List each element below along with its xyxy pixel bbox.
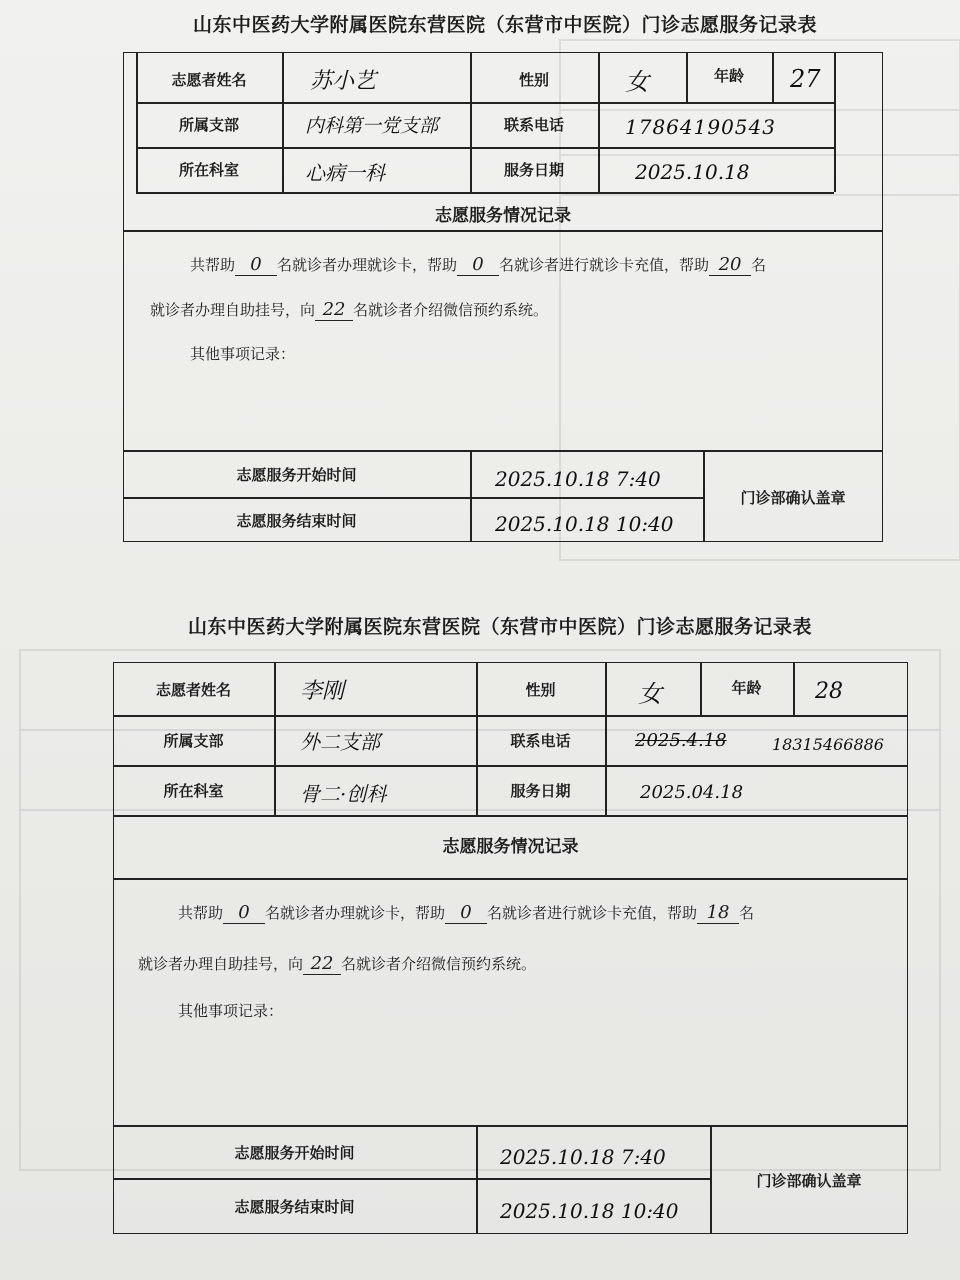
count-wechat-intro: 22 — [303, 954, 341, 975]
record-line-2: 就诊者办理自助挂号，向 22 名就诊者介绍微信预约系统。 — [138, 953, 537, 974]
value-branch: 内科第一党支部 — [305, 115, 439, 137]
value-end-time: 2025.10.18 10:40 — [495, 512, 674, 536]
value-service-date: 2025.10.18 — [635, 159, 750, 184]
label-service-date: 服务日期 — [510, 781, 571, 800]
value-gender: 女 — [638, 680, 662, 708]
label-department: 所在科室 — [163, 781, 224, 800]
value-volunteer-name: 李刚 — [300, 679, 345, 704]
label-age: 年龄 — [731, 679, 762, 697]
label-stamp: 门诊部确认盖章 — [756, 1172, 862, 1190]
label-phone: 联系电话 — [510, 731, 571, 750]
form-title: 山东中医药大学附属医院东营医院（东营市中医院）门诊志愿服务记录表 — [192, 14, 817, 36]
section-title: 志愿服务情况记录 — [435, 206, 571, 226]
label-stamp: 门诊部确认盖章 — [740, 488, 846, 507]
label-branch: 所属支部 — [178, 116, 239, 134]
record-line-1: 共帮助 0 名就诊者办理就诊卡，帮助 0 名就诊者进行就诊卡充值，帮助 20 名 — [190, 254, 767, 275]
form-title: 山东中医药大学附属医院东营医院（东营市中医院）门诊志愿服务记录表 — [187, 616, 812, 638]
label-phone: 联系电话 — [503, 116, 564, 134]
label-branch: 所属支部 — [163, 731, 224, 750]
label-end-time: 志愿服务结束时间 — [236, 511, 357, 530]
value-department: 骨二·创科 — [300, 781, 387, 806]
count-card-recharge: 0 — [445, 903, 487, 924]
count-self-register: 18 — [697, 903, 739, 924]
value-volunteer-name: 苏小艺 — [310, 68, 377, 94]
value-start-time: 2025.10.18 7:40 — [500, 1144, 666, 1169]
value-phone: 18315466886 — [772, 734, 884, 754]
label-start-time: 志愿服务开始时间 — [236, 466, 357, 484]
value-gender: 女 — [625, 67, 649, 96]
section-title: 志愿服务情况记录 — [442, 837, 579, 857]
other-notes-label: 其他事项记录： — [178, 1002, 284, 1020]
record-line-1: 共帮助 0 名就诊者办理就诊卡，帮助 0 名就诊者进行就诊卡充值，帮助 18 名 — [178, 902, 755, 923]
value-age: 28 — [815, 679, 843, 704]
value-age: 27 — [790, 65, 821, 93]
value-department: 心病一科 — [305, 161, 385, 185]
label-department: 所在科室 — [178, 161, 239, 179]
count-card-issued: 0 — [223, 903, 265, 924]
label-end-time: 志愿服务结束时间 — [234, 1198, 355, 1216]
count-wechat-intro: 22 — [315, 300, 353, 321]
count-self-register: 20 — [709, 255, 751, 276]
value-phone-struck: 2025.4.18 — [635, 729, 727, 751]
record-line-2: 就诊者办理自助挂号，向 22 名就诊者介绍微信预约系统。 — [150, 299, 549, 320]
volunteer-form-2 — [0, 600, 960, 1240]
other-notes-label: 其他事项记录： — [190, 345, 296, 363]
label-volunteer-name: 志愿者姓名 — [155, 681, 231, 699]
value-start-time: 2025.10.18 7:40 — [495, 466, 661, 491]
volunteer-form-1 — [0, 0, 960, 560]
label-service-date: 服务日期 — [503, 161, 564, 179]
label-age: 年龄 — [713, 66, 744, 85]
label-gender: 性别 — [518, 70, 549, 89]
count-card-recharge: 0 — [457, 255, 499, 276]
value-branch: 外二支部 — [300, 729, 380, 754]
value-phone: 17864190543 — [625, 114, 776, 139]
label-volunteer-name: 志愿者姓名 — [171, 70, 247, 89]
value-end-time: 2025.10.18 10:40 — [500, 1198, 679, 1223]
label-start-time: 志愿服务开始时间 — [234, 1144, 355, 1162]
value-service-date: 2025.04.18 — [640, 781, 744, 803]
count-card-issued: 0 — [235, 255, 277, 276]
label-gender: 性别 — [525, 681, 556, 699]
